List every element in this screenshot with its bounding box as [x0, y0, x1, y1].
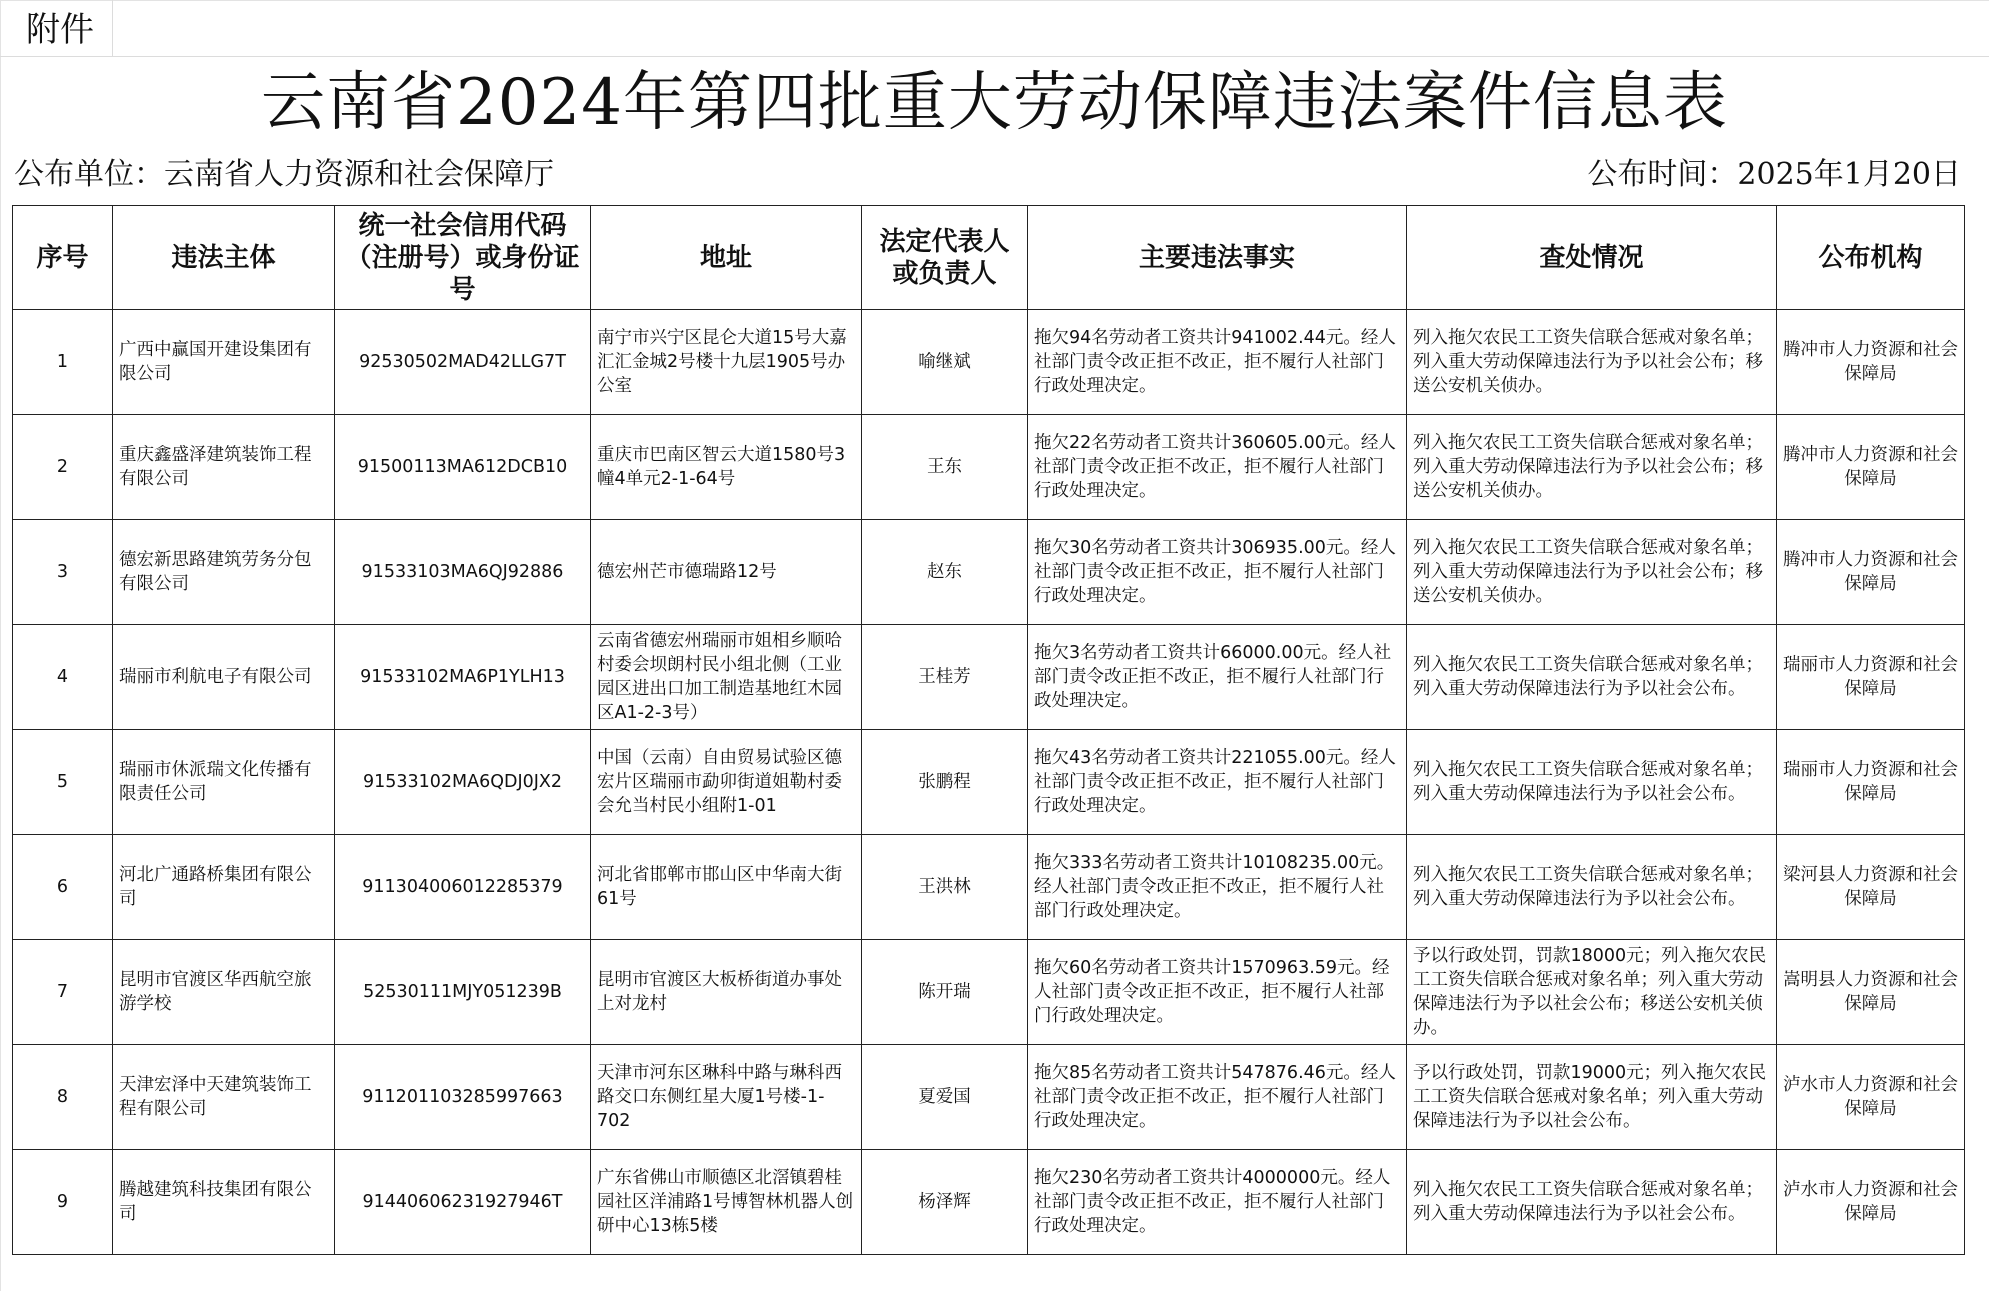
attachment-label: 附件 [26, 10, 94, 50]
cell-subject[interactable]: 瑞丽市休派瑞文化传播有限责任公司 [113, 730, 335, 835]
cell-subject[interactable]: 瑞丽市利航电子有限公司 [113, 625, 335, 730]
cell-seq[interactable]: 6 [13, 835, 113, 940]
cell-org[interactable]: 瑞丽市人力资源和社会保障局 [1777, 625, 1965, 730]
grid-line [112, 0, 113, 56]
cell-facts[interactable]: 拖欠60名劳动者工资共计1570963.59元。经人社部门责令改正拒不改正，拒不履行人社部门行政处理决定。 [1028, 940, 1407, 1045]
cell-subject[interactable]: 德宏新思路建筑劳务分包有限公司 [113, 520, 335, 625]
cell-facts[interactable]: 拖欠94名劳动者工资共计941002.44元。经人社部门责令改正拒不改正，拒不履行人社部门行政处理决定。 [1028, 310, 1407, 415]
case-table [12, 205, 1965, 1255]
cell-code[interactable]: 52530111MJY051239B [335, 940, 591, 1045]
cell-representative[interactable]: 张鹏程 [862, 730, 1028, 835]
cell-seq[interactable]: 9 [13, 1150, 113, 1255]
cell-address[interactable]: 广东省佛山市顺德区北滘镇碧桂园社区洋浦路1号博智林机器人创研中心13栋5楼 [591, 1150, 862, 1255]
cell-seq[interactable]: 5 [13, 730, 113, 835]
cell-org[interactable]: 梁河县人力资源和社会保障局 [1777, 835, 1965, 940]
cell-address[interactable]: 德宏州芒市德瑞路12号 [591, 520, 862, 625]
table-header-row [13, 206, 1965, 310]
table-row [13, 1150, 1965, 1255]
cell-seq[interactable]: 2 [13, 415, 113, 520]
cell-org[interactable]: 腾冲市人力资源和社会保障局 [1777, 415, 1965, 520]
column-header-code[interactable]: 统一社会信用代码（注册号）或身份证号 [335, 206, 591, 310]
cell-org[interactable]: 瑞丽市人力资源和社会保障局 [1777, 730, 1965, 835]
table-row [13, 1045, 1965, 1150]
grid-line [0, 56, 1989, 57]
page-title: 云南省2024年第四批重大劳动保障违法案件信息表 [261, 66, 1728, 140]
cell-result[interactable]: 列入拖欠农民工工资失信联合惩戒对象名单；列入重大劳动保障违法行为予以社会公布。 [1407, 1150, 1777, 1255]
cell-result[interactable]: 列入拖欠农民工工资失信联合惩戒对象名单；列入重大劳动保障违法行为予以社会公布；移送公安机关侦办。 [1407, 310, 1777, 415]
cell-subject[interactable]: 河北广通路桥集团有限公司 [113, 835, 335, 940]
cell-org[interactable]: 腾冲市人力资源和社会保障局 [1777, 520, 1965, 625]
table-row [13, 415, 1965, 520]
column-header-result[interactable]: 查处情况 [1407, 206, 1777, 310]
cell-facts[interactable]: 拖欠333名劳动者工资共计10108235.00元。经人社部门责令改正拒不改正，拒不履行人社部门行政处理决定。 [1028, 835, 1407, 940]
table-row [13, 310, 1965, 415]
cell-address[interactable]: 云南省德宏州瑞丽市姐相乡顺哈村委会坝朗村民小组北侧（工业园区进出口加工制造基地红木园区A1-2-3号） [591, 625, 862, 730]
column-header-org[interactable]: 公布机构 [1777, 206, 1965, 310]
cell-representative[interactable]: 喻继斌 [862, 310, 1028, 415]
column-header-representative[interactable]: 法定代表人或负责人 [862, 206, 1028, 310]
cell-result[interactable]: 列入拖欠农民工工资失信联合惩戒对象名单；列入重大劳动保障违法行为予以社会公布；移送公安机关侦办。 [1407, 520, 1777, 625]
cell-code[interactable]: 91533102MA6P1YLH13 [335, 625, 591, 730]
cell-subject[interactable]: 天津宏泽中天建筑装饰工程有限公司 [113, 1045, 335, 1150]
cell-address[interactable]: 南宁市兴宁区昆仑大道15号大嘉汇汇金城2号楼十九层1905号办公室 [591, 310, 862, 415]
publish-time-label: 公布时间：2025年1月20日 [1587, 157, 1961, 192]
column-header-seq[interactable]: 序号 [13, 206, 113, 310]
cell-seq[interactable]: 7 [13, 940, 113, 1045]
cell-code[interactable]: 911201103285997663 [335, 1045, 591, 1150]
table-row [13, 835, 1965, 940]
cell-facts[interactable]: 拖欠43名劳动者工资共计221055.00元。经人社部门责令改正拒不改正，拒不履行人社部门行政处理决定。 [1028, 730, 1407, 835]
cell-address[interactable]: 中国（云南）自由贸易试验区德宏片区瑞丽市勐卯街道姐勒村委会允当村民小组附1-01 [591, 730, 862, 835]
cell-org[interactable]: 泸水市人力资源和社会保障局 [1777, 1045, 1965, 1150]
table-row [13, 730, 1965, 835]
table-row [13, 940, 1965, 1045]
cell-seq[interactable]: 8 [13, 1045, 113, 1150]
cell-representative[interactable]: 王东 [862, 415, 1028, 520]
cell-code[interactable]: 91533102MA6QDJ0JX2 [335, 730, 591, 835]
cell-representative[interactable]: 王桂芳 [862, 625, 1028, 730]
cell-facts[interactable]: 拖欠3名劳动者工资共计66000.00元。经人社部门责令改正拒不改正，拒不履行人社部门行政处理决定。 [1028, 625, 1407, 730]
cell-facts[interactable]: 拖欠30名劳动者工资共计306935.00元。经人社部门责令改正拒不改正，拒不履行人社部门行政处理决定。 [1028, 520, 1407, 625]
cell-result[interactable]: 列入拖欠农民工工资失信联合惩戒对象名单；列入重大劳动保障违法行为予以社会公布。 [1407, 625, 1777, 730]
cell-code[interactable]: 91533103MA6QJ92886 [335, 520, 591, 625]
cell-subject[interactable]: 重庆鑫盛泽建筑装饰工程有限公司 [113, 415, 335, 520]
cell-subject[interactable]: 腾越建筑科技集团有限公司 [113, 1150, 335, 1255]
cell-facts[interactable]: 拖欠22名劳动者工资共计360605.00元。经人社部门责令改正拒不改正，拒不履行人社部门行政处理决定。 [1028, 415, 1407, 520]
cell-representative[interactable]: 赵东 [862, 520, 1028, 625]
cell-subject[interactable]: 昆明市官渡区华西航空旅游学校 [113, 940, 335, 1045]
cell-representative[interactable]: 杨泽辉 [862, 1150, 1028, 1255]
column-header-address[interactable]: 地址 [591, 206, 862, 310]
cell-result[interactable]: 列入拖欠农民工工资失信联合惩戒对象名单；列入重大劳动保障违法行为予以社会公布。 [1407, 835, 1777, 940]
cell-code[interactable]: 911304006012285379 [335, 835, 591, 940]
cell-result[interactable]: 列入拖欠农民工工资失信联合惩戒对象名单；列入重大劳动保障违法行为予以社会公布；移送公安机关侦办。 [1407, 415, 1777, 520]
cell-representative[interactable]: 王洪林 [862, 835, 1028, 940]
cell-result[interactable]: 列入拖欠农民工工资失信联合惩戒对象名单；列入重大劳动保障违法行为予以社会公布。 [1407, 730, 1777, 835]
cell-representative[interactable]: 夏爱国 [862, 1045, 1028, 1150]
column-header-facts[interactable]: 主要违法事实 [1028, 206, 1407, 310]
cell-org[interactable]: 腾冲市人力资源和社会保障局 [1777, 310, 1965, 415]
publisher-label: 公布单位：云南省人力资源和社会保障厅 [14, 157, 554, 192]
cell-result[interactable]: 予以行政处罚，罚款18000元；列入拖欠农民工工资失信联合惩戒对象名单；列入重大劳动保障违法行为予以社会公布；移送公安机关侦办。 [1407, 940, 1777, 1045]
cell-address[interactable]: 天津市河东区琳科中路与琳科西路交口东侧红星大厦1号楼-1-702 [591, 1045, 862, 1150]
cell-org[interactable]: 泸水市人力资源和社会保障局 [1777, 1150, 1965, 1255]
cell-code[interactable]: 92530502MAD42LLG7T [335, 310, 591, 415]
column-header-subject[interactable]: 违法主体 [113, 206, 335, 310]
cell-address[interactable]: 河北省邯郸市邯山区中华南大街61号 [591, 835, 862, 940]
cell-address[interactable]: 昆明市官渡区大板桥街道办事处上对龙村 [591, 940, 862, 1045]
cell-seq[interactable]: 1 [13, 310, 113, 415]
cell-code[interactable]: 91440606231927946T [335, 1150, 591, 1255]
cell-facts[interactable]: 拖欠85名劳动者工资共计547876.46元。经人社部门责令改正拒不改正，拒不履行人社部门行政处理决定。 [1028, 1045, 1407, 1150]
cell-seq[interactable]: 4 [13, 625, 113, 730]
table-row [13, 520, 1965, 625]
table-row [13, 625, 1965, 730]
cell-code[interactable]: 91500113MA612DCB10 [335, 415, 591, 520]
cell-seq[interactable]: 3 [13, 520, 113, 625]
cell-facts[interactable]: 拖欠230名劳动者工资共计4000000元。经人社部门责令改正拒不改正，拒不履行人社部门行政处理决定。 [1028, 1150, 1407, 1255]
cell-subject[interactable]: 广西中赢国开建设集团有限公司 [113, 310, 335, 415]
cell-org[interactable]: 嵩明县人力资源和社会保障局 [1777, 940, 1965, 1045]
cell-address[interactable]: 重庆市巴南区智云大道1580号3幢4单元2-1-64号 [591, 415, 862, 520]
cell-representative[interactable]: 陈开瑞 [862, 940, 1028, 1045]
cell-result[interactable]: 予以行政处罚，罚款19000元；列入拖欠农民工工资失信联合惩戒对象名单；列入重大劳动保障违法行为予以社会公布。 [1407, 1045, 1777, 1150]
